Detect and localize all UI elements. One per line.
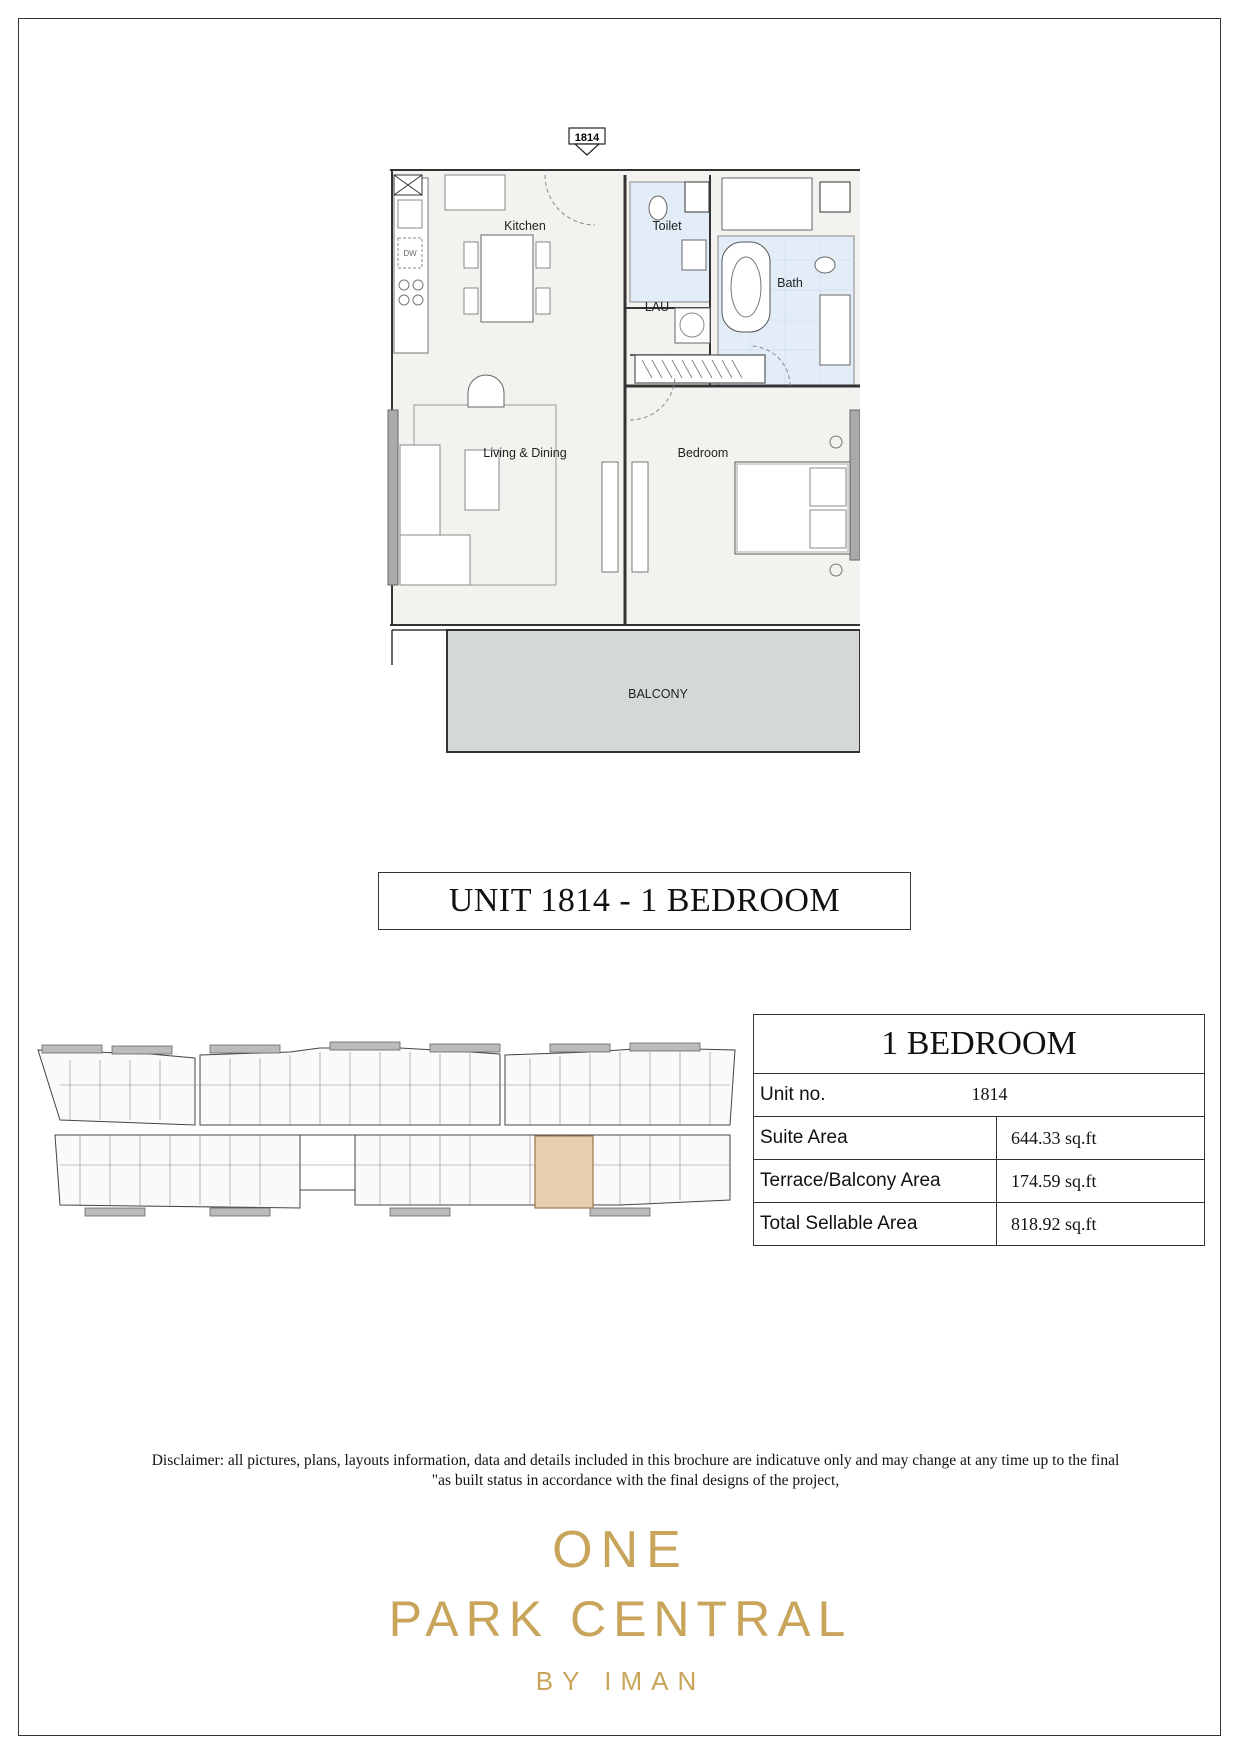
room-label-kitchen: Kitchen	[504, 219, 546, 233]
unit-tag-marker	[569, 128, 605, 155]
room-label-lau: LAU	[644, 300, 670, 314]
unit-no-label: Unit no.	[760, 1084, 826, 1105]
key-plan-drawing	[30, 1040, 740, 1230]
logo-line-one: ONE	[552, 1521, 689, 1579]
dishwasher-label: DW	[403, 249, 417, 258]
unit-type-heading: 1 BEDROOM	[754, 1015, 1205, 1074]
floor-plan-drawing	[380, 120, 860, 760]
unit-title: UNIT 1814 - 1 BEDROOM	[378, 872, 911, 930]
unit-no-row	[754, 1074, 1205, 1117]
spec-label: Terrace/Balcony Area	[754, 1160, 997, 1203]
disclaimer-line-2: "as built status in accordance with the final designs of the project,	[431, 1472, 840, 1489]
room-label-toilet: Toilet	[652, 219, 682, 233]
unit-tag-label: 1814	[574, 132, 600, 144]
disclaimer	[60, 1451, 1211, 1491]
spec-label: Total Sellable Area	[754, 1203, 997, 1246]
unit-spec-table	[753, 1014, 1205, 1246]
room-label-balcony: BALCONY	[628, 687, 688, 701]
unit-no-value: 1814	[971, 1084, 1008, 1104]
spec-label: Suite Area	[754, 1117, 997, 1160]
logo-line-park-central: PARK CENTRAL	[388, 1591, 853, 1647]
highlighted-unit	[535, 1136, 593, 1208]
room-label-bath: Bath	[777, 276, 803, 290]
logo-line-by-iman: BY IMAN	[535, 1666, 706, 1696]
disclaimer-line-1: Disclaimer: all pictures, plans, layouts information, data and details included in this brochure are indicatuve only and may change at any time up to the final	[151, 1452, 1120, 1469]
brand-logo	[0, 1520, 1241, 1696]
spec-row-balcony-area	[754, 1160, 1205, 1203]
spec-value: 644.33 sq.ft	[997, 1117, 1205, 1160]
spec-row-suite-area	[754, 1117, 1205, 1160]
spec-value: 818.92 sq.ft	[997, 1203, 1205, 1246]
room-label-bedroom: Bedroom	[677, 446, 729, 460]
unit-floor-plan	[380, 120, 860, 760]
spec-row-total-area	[754, 1203, 1205, 1246]
room-label-living: Living & Dining	[483, 446, 567, 460]
spec-value: 174.59 sq.ft	[997, 1160, 1205, 1203]
floor-key-plan	[30, 1040, 740, 1230]
